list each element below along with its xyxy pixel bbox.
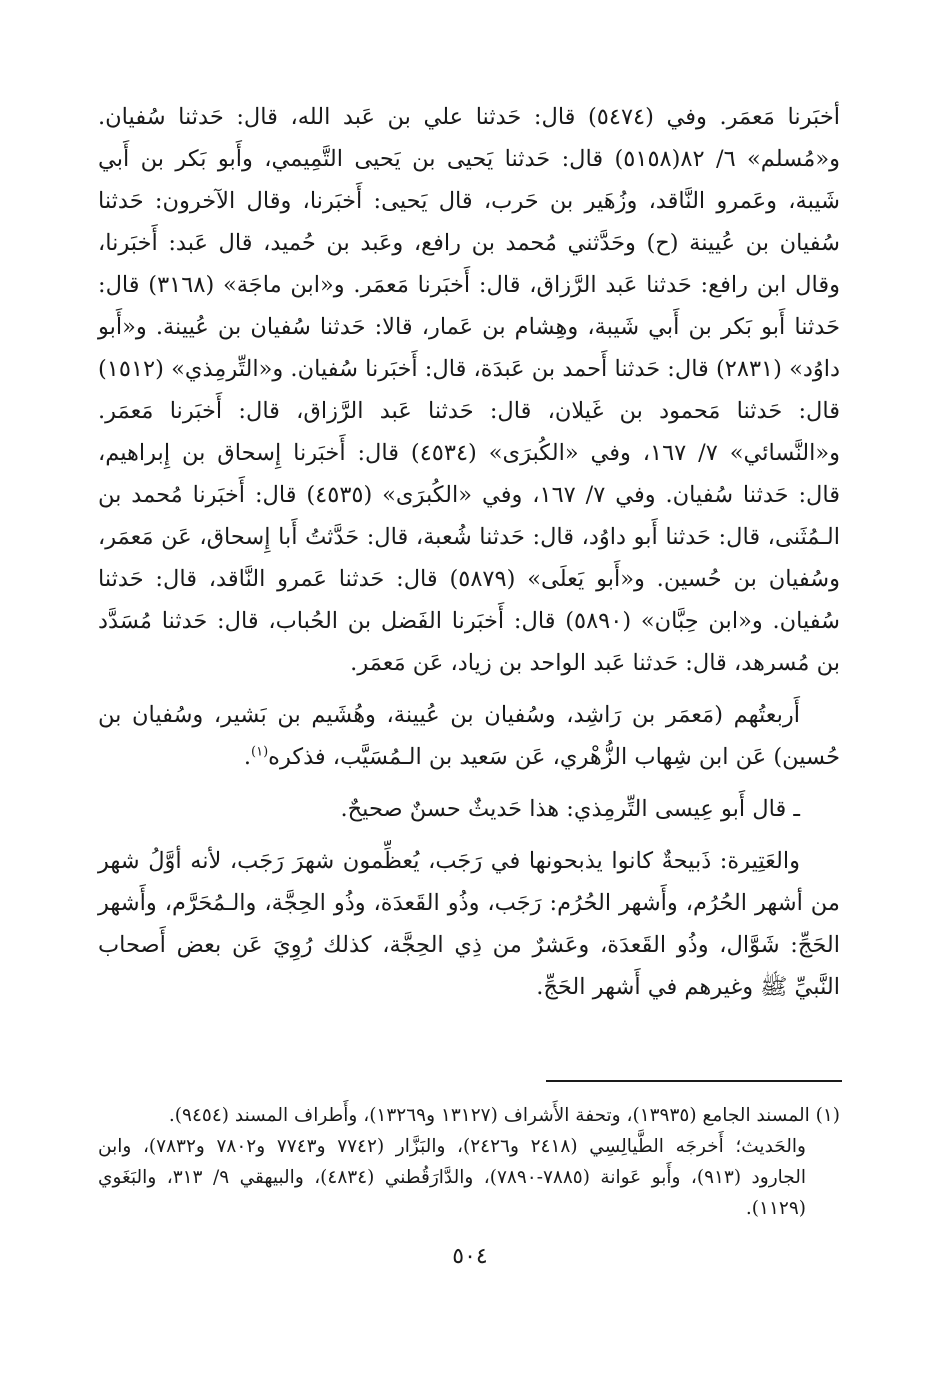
footnote-1: (١) المسند الجامع (١٣٩٣٥)، وتحفة الأَشراف (١٣١٢٧ و١٣٢٦٩)، وأَطراف المسند (٩٤٥٤). — [168, 1105, 840, 1126]
atira-explanation-paragraph: والعَتِيرة: ذَبيحةٌ كانوا يذبحونها في رَجَب، يُعظِّمون شهرَ رَجَب، لأنه أوَّلُ شهر من أشهر الحُرُم، وأَشهر الحُرُم: رَجَب، وذُو القَعدَة، وذُو الحِجَّة، والـمُحَرَّم، وأَشهر الحَجِّ: شَوَّال، وذُو القَعدَة، وعَشرٌ من ذِي الحِجَّة، كذلك رُوِيَ عَن بعض أَصحاب النَّبيِّ ﷺ وغيرهم في أَشهر الحَجِّ. — [98, 848, 840, 1000]
footnote-divider — [546, 1080, 842, 1082]
page-number: ٥٠٤ — [452, 1244, 488, 1269]
footnote-1-continuation: والحَديث؛ أَخرجَه الطَّيالِسِي (٢٤١٨ و٢٤٢٦)، والبَزَّار (٧٧٤٢ و٧٧٤٣ و٧٨٠٢ و٧٨٣٢)، وابن الجارود (٩١٣)، وأَبو عَوانة (٧٨٨٥-٧٨٩٠)، والدَّارَقُطني (٤٨٣٤)، والبيهقي ٩/ ٣١٣، والبَغَوي (١١٢٩). — [98, 1136, 806, 1219]
hadith-chain-paragraph: أخبَرنا مَعمَر. وفي (٥٤٧٤) قال: حَدثنا علي بن عَبد الله، قال: حَدثنا سُفيان. و«مُسلم» ٦/ ٨٢(٥١٥٨) قال: حَدثنا يَحيى بن يَحيى التَّمِيمي، وأَبو بَكر بن أَبي شَيبة، وعَمرو النَّاقد، وزُهَير بن حَرب، قال يَحيى: أَخبَرنا، وقال الآخرون: حَدثنا سُفيان بن عُيينة (ح) وحَدَّثني مُحمد بن رافع، وعَبد بن حُميد، قال عَبد: أَخبَرنا، وقال ابن رافع: حَدثنا عَبد الرَّزاق، قال: أَخبَرنا مَعمَر. و«ابن ماجَة» (٣١٦٨) قال: حَدثنا أَبو بَكر بن أَبي شَيبة، وهِشام بن عَمار، قالا: حَدثنا سُفيان بن عُيينة. و«أَبو داوُد» (٢٨٣١) قال: حَدثنا أَحمد بن عَبدَة، قال: أَخبَرنا سُفيان. و«التِّرمِذي» (١٥١٢) قال: حَدثنا مَحمود بن غَيلان، قال: حَدثنا عَبد الرَّزاق، قال: أَخبَرنا مَعمَر. و«النَّسائي» ٧/ ١٦٧، وفي «الكُبرَى» (٤٥٣٤) قال: أَخبَرنا إِسحاق بن إِبراهيم، قال: حَدثنا سُفيان. وفي ٧/ ١٦٧، وفي «الكُبرَى» (٤٥٣٥) قال: أَخبَرنا مُحمد بن الـمُثَنى، قال: حَدثنا أَبو داوُد، قال: حَدثنا شُعبة، قال: حَدَّثتُ أَبا إِسحاق، عَن مَعمَر، وسُفيان بن حُسين. و«أَبو يَعلَى» (٥٨٧٩) قال: حَدثنا عَمرو النَّاقد، قال: حَدثنا سُفيان. و«ابن حِبَّان» (٥٨٩٠) قال: أَخبَرنا الفَضل بن الحُباب، قال: حَدثنا مُسَدَّد بن مُسرهد، قال: حَدثنا عَبد الواحد بن زياد، عَن مَعمَر. — [98, 104, 840, 676]
footnote-reference[interactable]: (١) — [251, 744, 269, 760]
main-text — [98, 96, 840, 1008]
narrators-paragraph: أَربعتُهم (مَعمَر بن رَاشِد، وسُفيان بن عُيينة، وهُشَيم بن بَشير، وسُفيان بن حُسين) عَن ابن شِهاب الزُّهْري، عَن سَعيد بن الـمُسَيَّب، فذكره$^{(١)}$. — [98, 702, 840, 770]
footnotes — [98, 1100, 840, 1224]
narrators-text: أَربعتُهم (مَعمَر بن رَاشِد، وسُفيان بن عُيينة، وهُشَيم بن بَشير، وسُفيان بن حُسين) عَن ابن شِهاب الزُّهْري، عَن سَعيد بن الـمُسَيَّب، فذكره — [98, 702, 840, 770]
tirmidhi-grading: ـ قال أَبو عِيسى التِّرمِذي: هذا حَديثٌ حسنٌ صحيحٌ. — [340, 796, 800, 822]
